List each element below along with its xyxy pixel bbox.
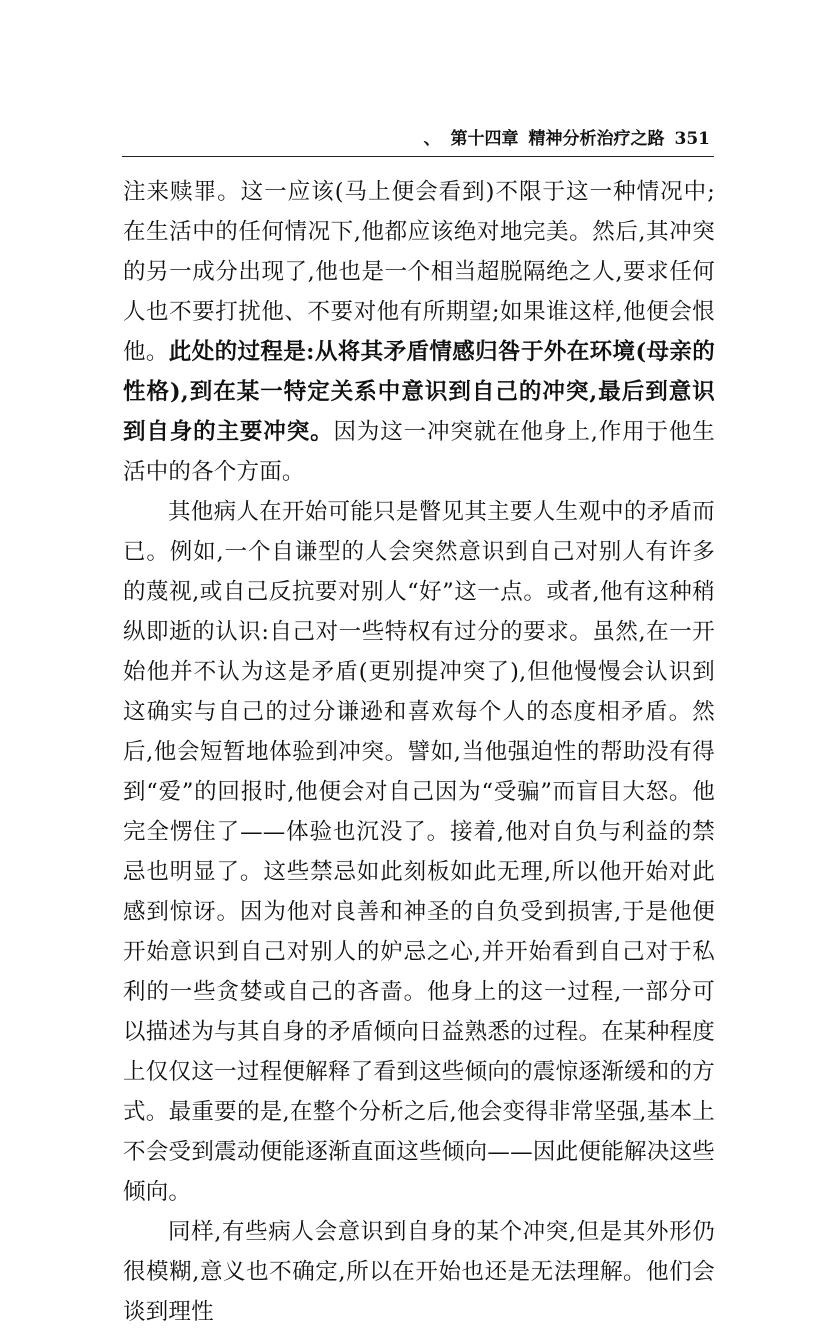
header-rule <box>122 156 714 157</box>
paragraph-3: 同样,有些病人会意识到自身的某个冲突,但是其外形仍很模糊,意义也不确定,所以在开始也还是无法理解。他们会谈到理性 <box>123 1219 715 1325</box>
page-number: 351 <box>674 129 710 149</box>
chapter-title: 精神分析治疗之路 <box>528 129 665 149</box>
header-mark: 、 <box>423 129 441 149</box>
chapter-label: 第十四章 <box>450 129 519 149</box>
paragraph-1-bold-text: 此处的过程是:从将其矛盾情感归咎于外在环境(母亲的性格),到在某一特定关系中意识到自己的冲突,最后到意识到自身的主要冲突。 <box>123 339 715 445</box>
paragraph-1 <box>123 172 715 492</box>
running-head <box>414 128 711 150</box>
paragraph-2: 其他病人在开始可能只是瞥见其主要人生观中的矛盾而已。例如,一个自谦型的人会突然意识到自己对别人有许多的蔑视,或自己反抗要对别人“好”这一点。或者,他有这种稍纵即逝的认识:自己对一些特权有过分的要求。虽然,在一开始他并不认为这是矛盾(更别提冲突了),但他慢慢会认识到这确实与自己的过分谦逊和喜欢每个人的态度相矛盾。然后,他会短暂地体验到冲突。譬如,当他强迫性的帮助没有得到“爱”的回报时,他便会对自己因为“受骗”而盲目大怒。他完全愣住了——体验也沉没了。接着,他对自负与利益的禁忌也明显了。这些禁忌如此刻板如此无理,所以他开始对此感到惊讶。因为他对良善和神圣的自负受到损害,于是他便开始意识到自己对别人的妒忌之心,并开始看到自己对于私利的一些贪婪或自己的吝啬。他身上的这一过程,一部分可以描述为与其自身的矛盾倾向日益熟悉的过程。在某种程度上仅仅这一过程便解释了看到这些倾向的震惊逐渐缓和的方式。最重要的是,在整个分析之后,他会变得非常坚强,基本上不会受到震动便能逐渐直面这些倾向——因此便能解决这些倾向。 <box>123 499 715 1205</box>
page-header <box>122 128 714 158</box>
paragraph-1-text-start: 注来赎罪。这一应该(马上便会看到)不限于这一种情况中;在生活中的任何情况下,他都应该绝对地完美。然后,其冲突的另一成分出现了,他也是一个相当超脱隔绝之人,要求任何人也不要打扰他、不要对他有所期望;如果谁这样,他便会恨他。 <box>123 179 715 365</box>
paragraph-1-text-end: 因为这一冲突就在他身上,作用于他生活中的各个方面。 <box>123 419 715 485</box>
page-body <box>123 172 715 1332</box>
